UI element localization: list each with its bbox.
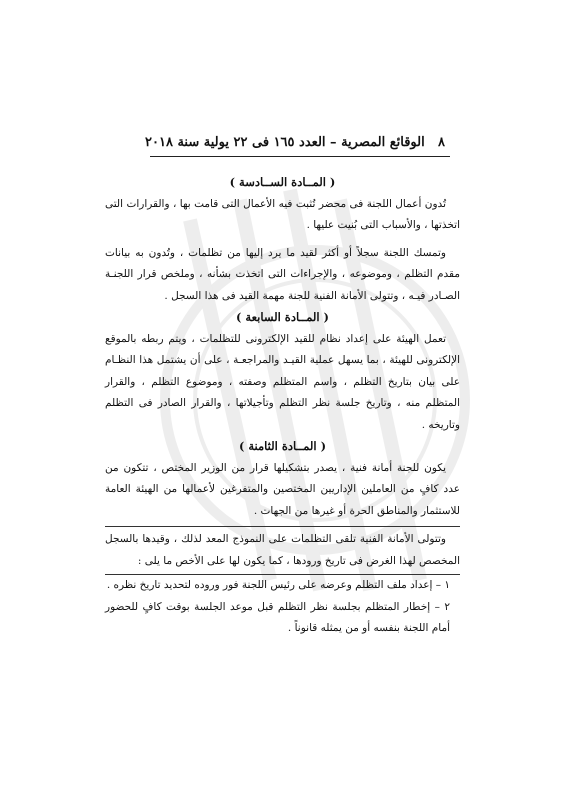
article-6-title: ( المــادة الســادسة ): [229, 175, 336, 189]
article-6-paragraph-2: وتمسك اللجنة سجلاً أو أكثر لقيد ما يرد إليها من تظلمات ، وتُدون به بيانات مقدم التظلم ، وموضوعه ، والإجراءات التى اتخذت بشأنه ، وملخص قرار اللجنـة الصـادر فيـه ، وتتولى الأمانة الفنية للجنة مهمة القيد فى هذا السجل .: [105, 246, 460, 302]
highlighted-block: [105, 526, 460, 575]
header-title: الوقائع المصرية – العدد ١٦٥ فى ٢٢ يولية سنة ٢٠١٨: [145, 135, 425, 150]
article-7-paragraph-1: تعمل الهيئة على إعداد نظام للقيد الإلكترونى للتظلمات ، ويتم ربطه بالموقع الإلكترونى للهيئة ، بما يسهل عملية القيـد والمراجعـة ، على أن يشتمل هذا النظـام على بيان بتاريخ التظلم ، واسم المتظلم وصفته ، وموضوع التظلم ، والقرار المتظلم منه ، وتاريخ جلسة نظر التظلم وتأجيلاتها ، والقرار الصادر فى التظلم وتاريخه .: [105, 332, 460, 431]
list-item-1: ١ – إعداد ملف التظلم وعرضه على رئيس اللجنة فور وروده لتحديد تاريخ نظره .: [106, 579, 450, 591]
article-7-title: ( المــادة السابعة ): [235, 310, 329, 324]
list-item-2: ٢ – إخطار المتظلم بجلسة نظر التظلم قبل موعد الجلسة بوقت كافٍ للحضور أمام اللجنة بنفسه أو من يمثله قانوناً .: [105, 600, 450, 634]
page-header: [145, 135, 445, 150]
document-body: [105, 172, 460, 640]
article-8-paragraph-2: وتتولى الأمانة الفنية تلقى التظلمات على النموذج المعد لذلك ، وقيدها بالسجل المخصص لهذا الغرض فى تاريخ ورودها ، كما يكون لها على الأخص ما يلى :: [105, 533, 460, 567]
page-number: ٨: [438, 135, 445, 150]
article-6-paragraph-1: تُدون أعمال اللجنة فى محضر تُثبت فيه الأعمال التى قامت بها ، والقرارات التى اتخذتها ، والأسباب التى بُنيت عليها .: [105, 197, 460, 231]
article-8-paragraph-1: يكون للجنة أمانة فنية ، يصدر بتشكيلها قرار من الوزير المختص ، تتكون من عدد كافٍ من العاملين الإداريين المختصين والمتفرغين لأعمالها من الهيئة العامة للاستثمار والمناطق الحرة أو غيرها من الجهات .: [105, 461, 460, 517]
article-8-title: ( المــادة الثامنة ): [238, 439, 327, 453]
header-divider: [150, 156, 450, 157]
